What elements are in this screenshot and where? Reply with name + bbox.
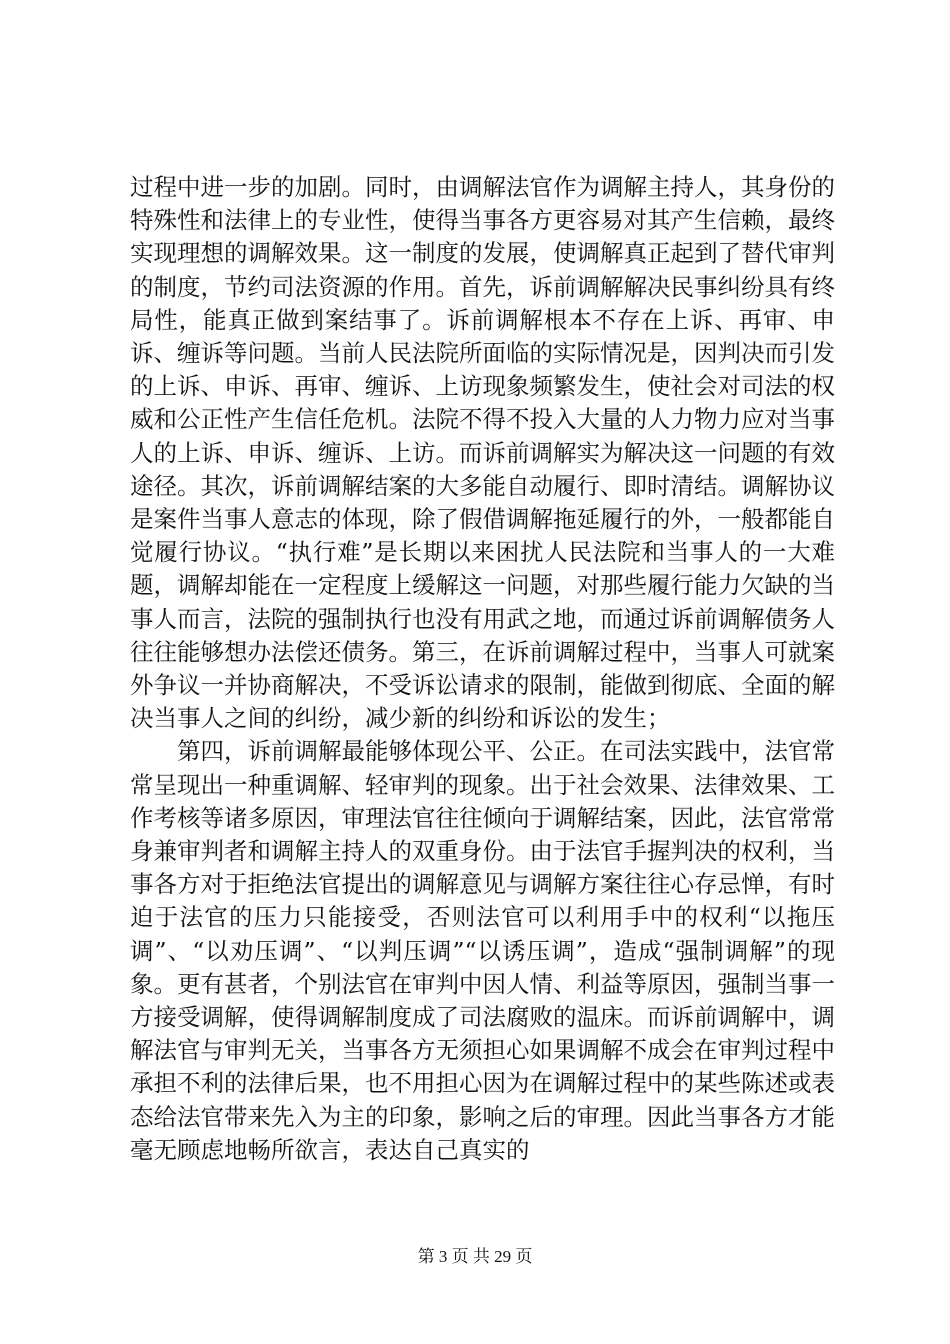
paragraph-2: 第四，诉前调解最能够体现公平、公正。在司法实践中，法官常常呈现出一种重调解、轻审判的现象。出于社会效果、法律效果、工作考核等诸多原因，审理法官往往倾向于调解结案，因此，法官常常身兼审判者和调解主持人的双重身份。由于法官手握判决的权利，当事各方对于拒绝法官提出的调解意见与调解方案往往心存忌惮，有时迫于法官的压力只能接受，否则法官可以利用手中的权利“以拖压调”、“以劝压调”、“以判压调”“以诱压调”，造成“强制调解”的现象。更有甚者，个别法官在审判中因人情、利益等原因，强制当事一方接受调解，使得调解制度成了司法腐败的温床。而诉前调解中，调解法官与审判无关，当事各方无须担心如果调解不成会在审判过程中承担不利的法律后果，也不用担心因为在调解过程中的某些陈述或表态给法官带来先入为主的印象，影响之后的审理。因此当事各方才能毫无顾虑地畅所欲言，表达自己真实的 <box>130 737 835 1164</box>
body-text <box>130 171 835 1167</box>
page-footer: 第 3 页 共 29 页 <box>417 1247 533 1266</box>
paragraph-1: 过程中进一步的加剧。同时，由调解法官作为调解主持人，其身份的特殊性和法律上的专业性，使得当事各方更容易对其产生信赖，最终实现理想的调解效果。这一制度的发展，使调解真正起到了替代审判的制度，节约司法资源的作用。首先，诉前调解解决民事纠纷具有终局性，能真正做到案结事了。诉前调解根本不存在上诉、再审、申诉、缠诉等问题。当前人民法院所面临的实际情况是，因判决而引发的上诉、申诉、再审、缠诉、上访现象频繁发生，使社会对司法的权威和公正性产生信任危机。法院不得不投入大量的人力物力应对当事人的上诉、申诉、缠诉、上访。而诉前调解实为解决这一问题的有效途径。其次，诉前调解结案的大多能自动履行、即时清结。调解协议是案件当事人意志的体现，除了假借调解拖延履行的外，一般都能自觉履行协议。“执行难”是长期以来困扰人民法院和当事人的一大难题，调解却能在一定程度上缓解这一问题，对那些履行能力欠缺的当事人而言，法院的强制执行也没有用武之地，而通过诉前调解债务人往往能够想办法偿还债务。第三，在诉前调解过程中，当事人可就案外争议一并协商解决，不受诉讼请求的限制，能做到彻底、全面的解决当事人之间的纠纷，减少新的纠纷和诉讼的发生； <box>130 173 835 733</box>
